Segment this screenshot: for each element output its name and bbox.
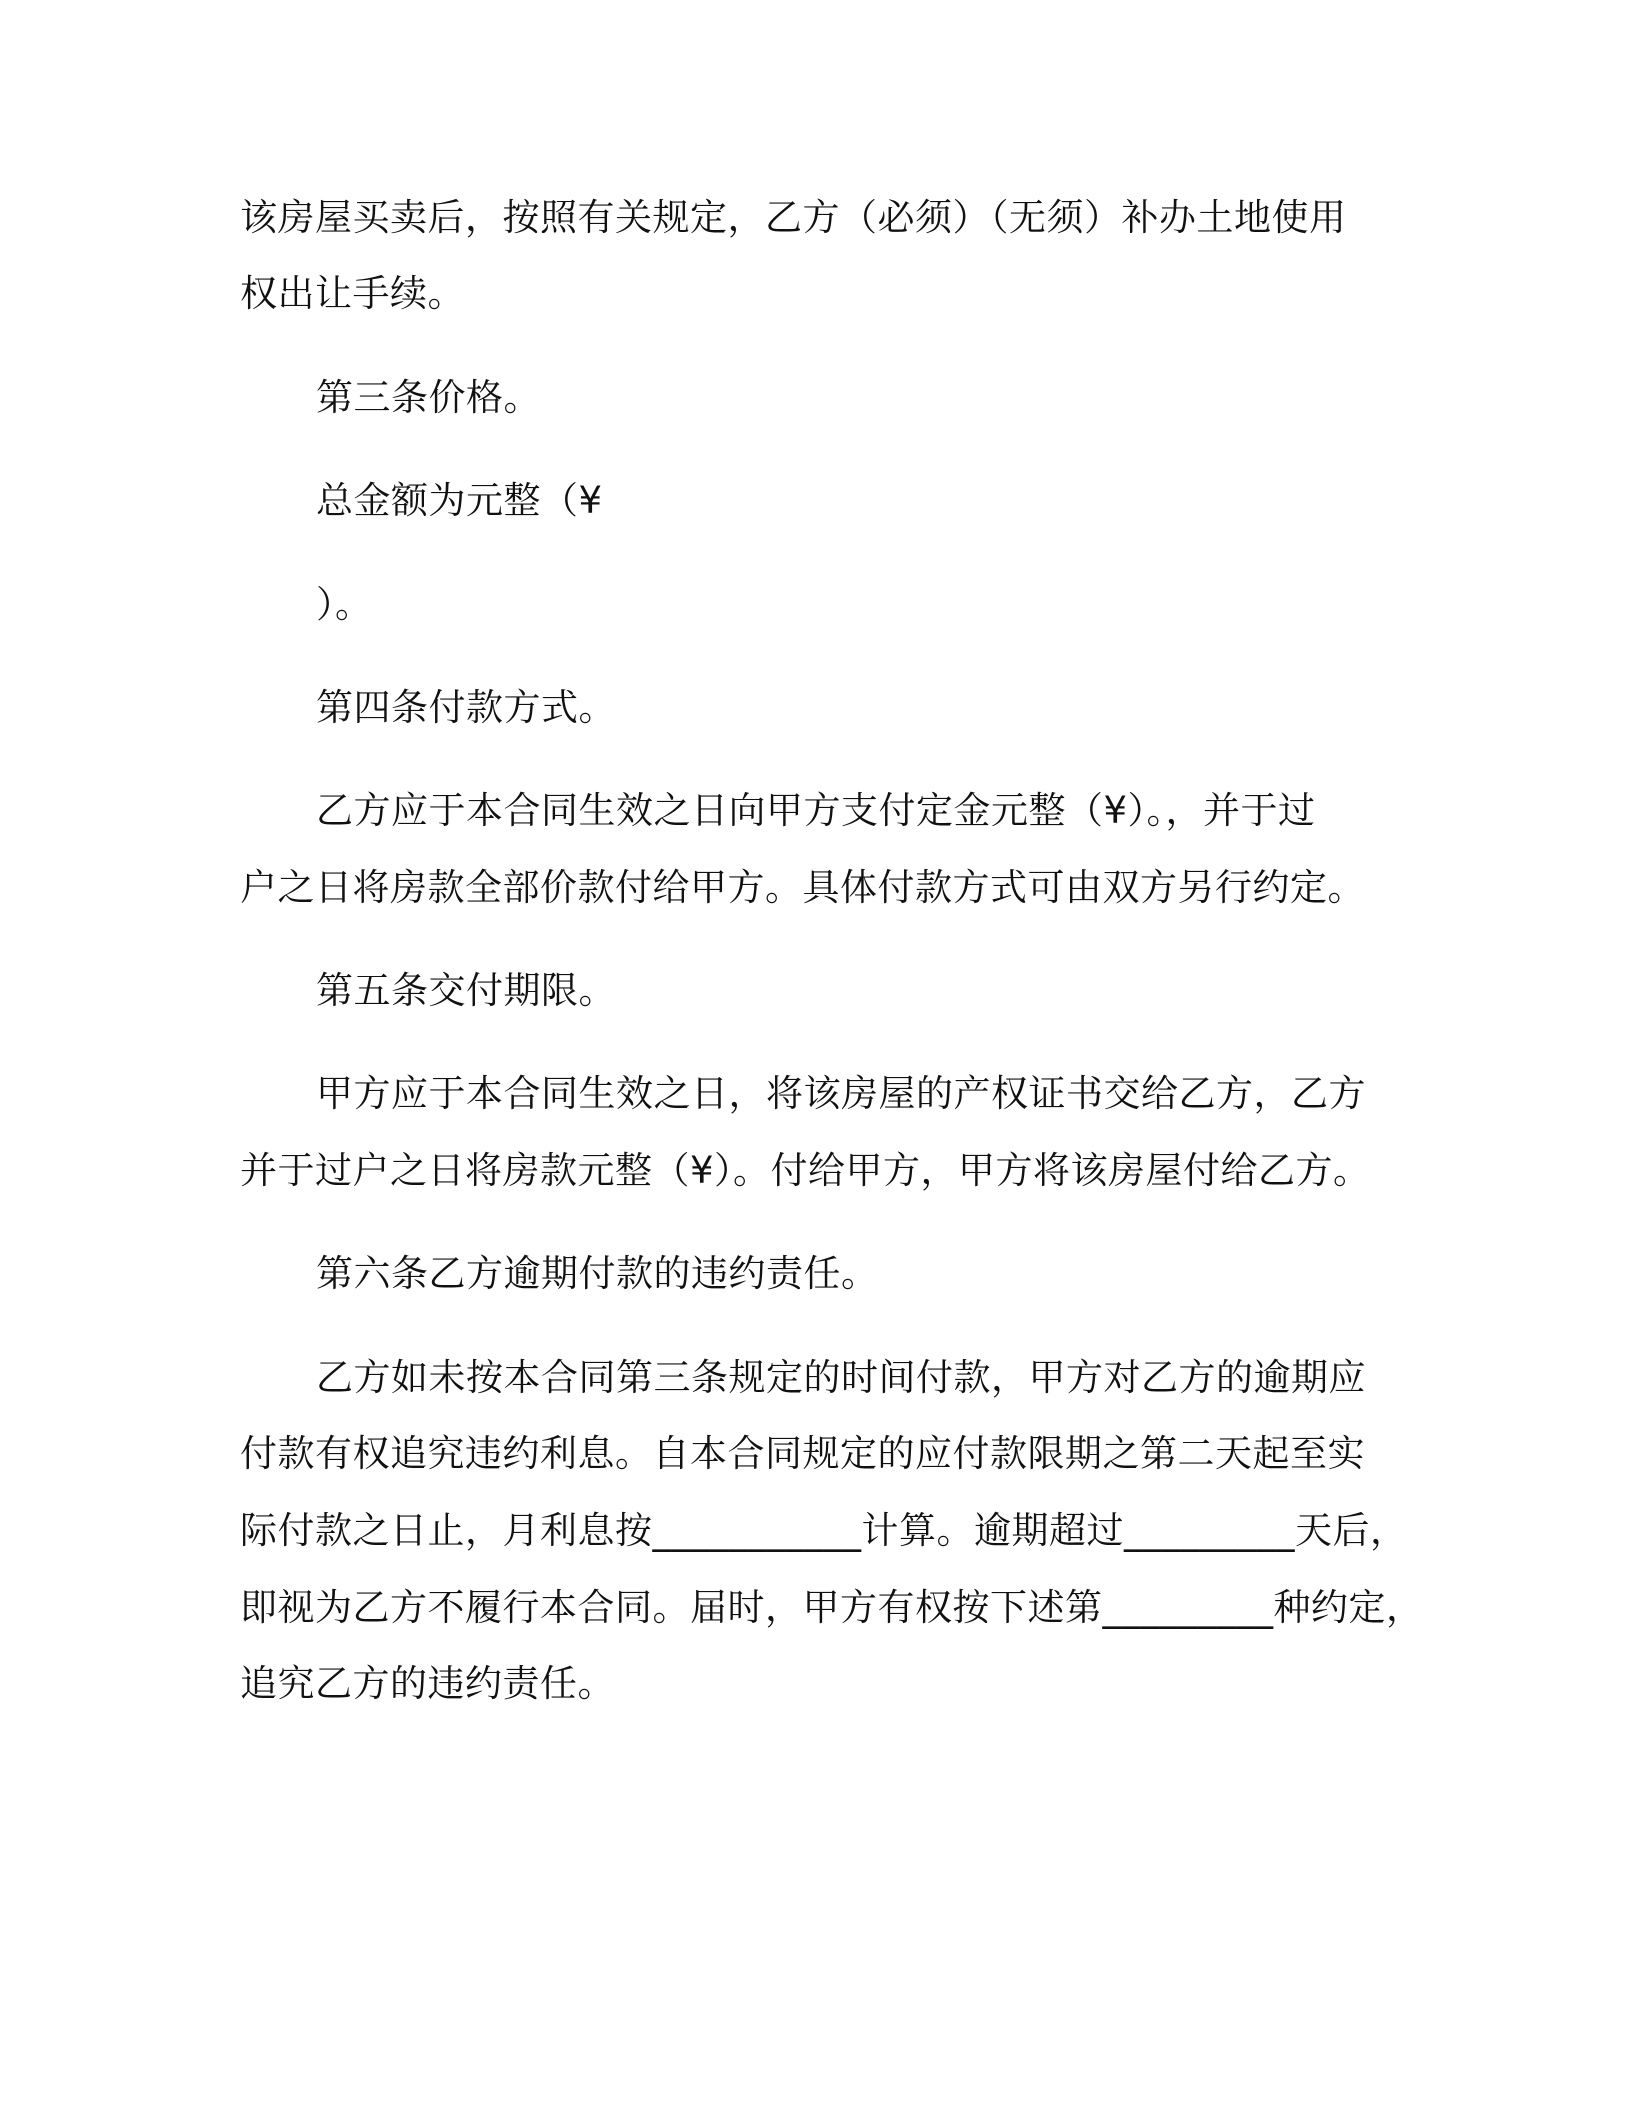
body-line: 追究乙方的违约责任。 (240, 1662, 615, 1705)
body-line: ）。 (316, 583, 373, 626)
body-line: 甲方应于本合同生效之日，将该房屋的产权证书交给乙方，乙方 (316, 1072, 1366, 1115)
body-line: 户之日将房款全部价款付给甲方。具体付款方式可由双方另行约定。 (240, 866, 1365, 909)
body-line: 乙方应于本合同生效之日向甲方支付定金元整（¥）。，并于过 (316, 789, 1316, 832)
article-heading: 第三条价格。 (316, 376, 541, 419)
body-line: 付款有权追究违约利息。自本合同规定的应付款限期之第二天起至实 (240, 1432, 1365, 1475)
article-heading: 第四条付款方式。 (316, 686, 616, 729)
body-line: 该房屋买卖后，按照有关规定，乙方（必须）（无须）补办土地使用 (240, 196, 1347, 239)
body-line: 权出让手续。 (240, 272, 465, 315)
body-line: 际付款之日止，月利息按___________计算。逾期超过_________天后， (240, 1509, 1408, 1552)
article-heading: 第五条交付期限。 (316, 969, 616, 1012)
body-line: 总金额为元整（¥ (316, 479, 603, 522)
body-line: 乙方如未按本合同第三条规定的时间付款，甲方对乙方的逾期应 (316, 1356, 1366, 1399)
body-line: 即视为乙方不履行本合同。届时，甲方有权按下述第_________种约定， (240, 1586, 1424, 1629)
body-line: 并于过户之日将房款元整（¥）。付给甲方，甲方将该房屋付给乙方。 (240, 1149, 1371, 1192)
article-heading: 第六条乙方逾期付款的违约责任。 (316, 1252, 879, 1295)
